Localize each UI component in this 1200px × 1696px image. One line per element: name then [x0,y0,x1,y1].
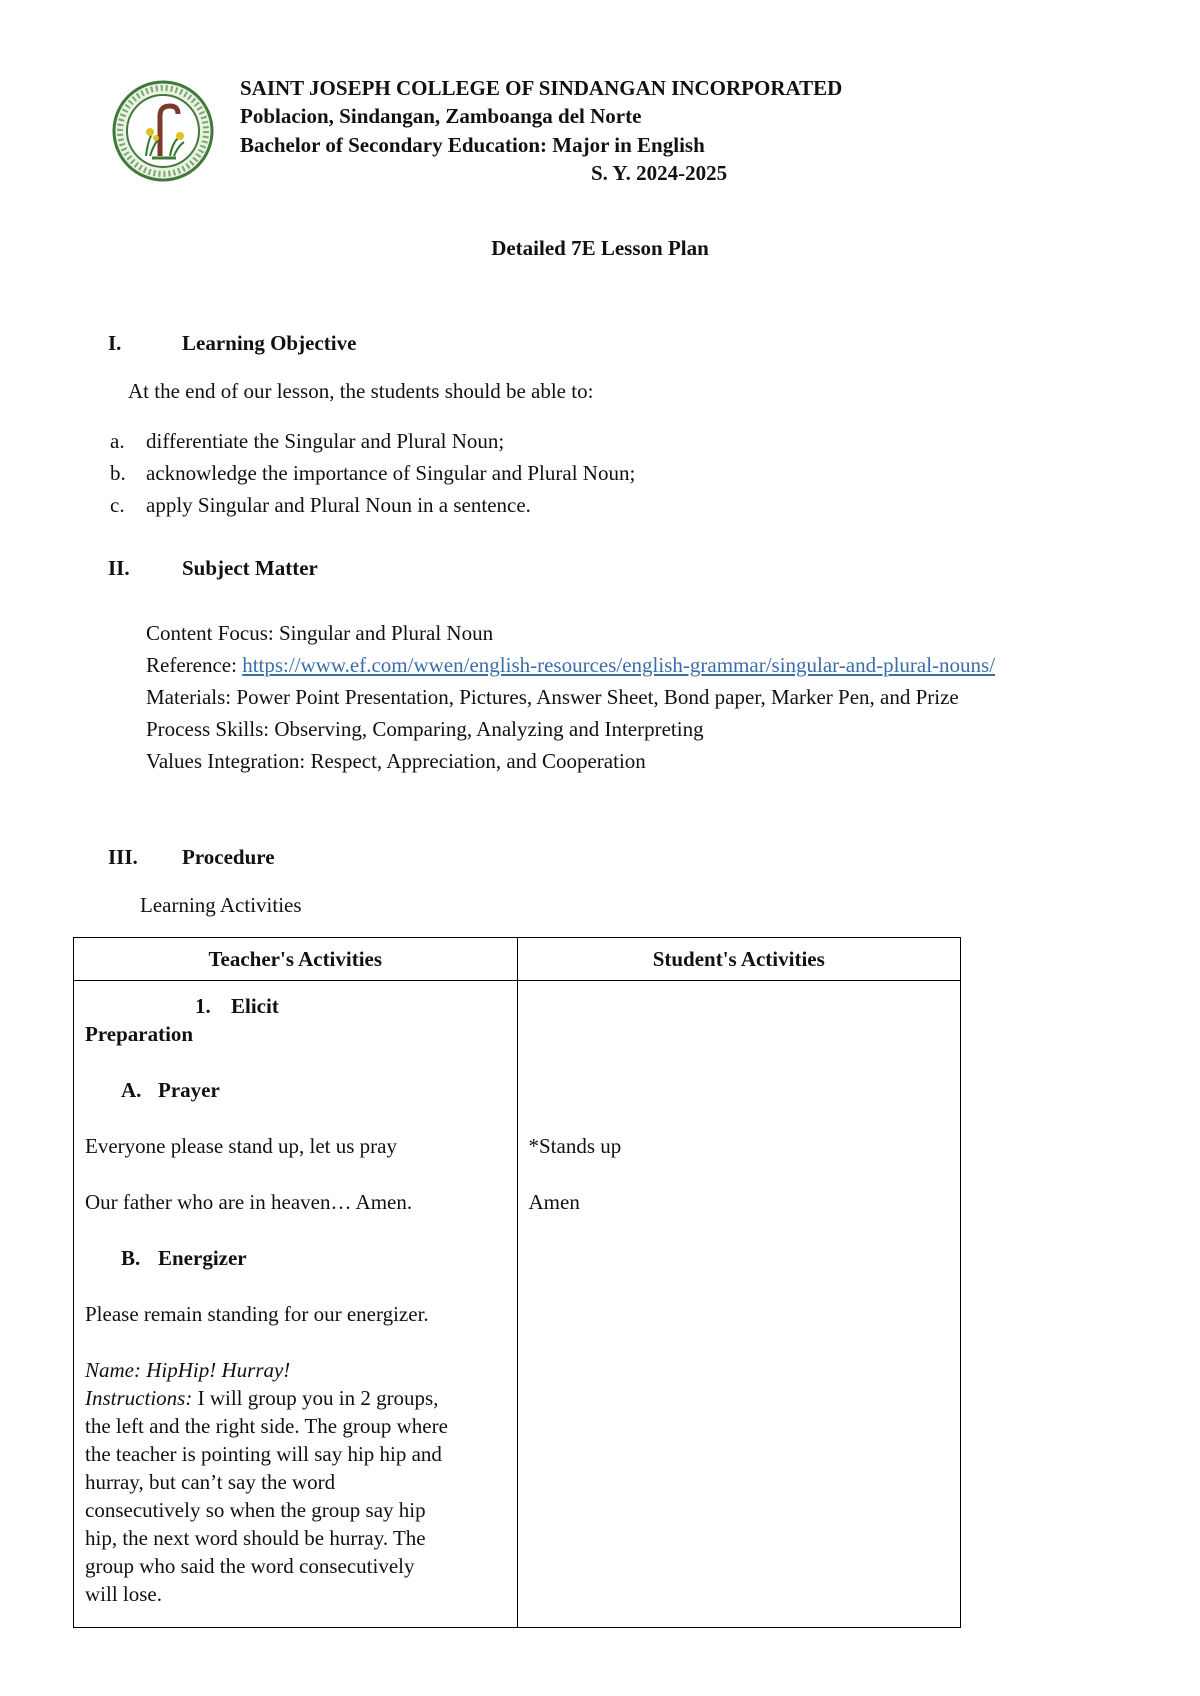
instructions-line: will lose. [85,1582,162,1606]
energizer-heading: Energizer [158,1246,247,1270]
learning-activities-label: Learning Activities [140,893,302,917]
student-response-amen: Amen [528,1190,580,1214]
process-skills: Process Skills: Observing, Comparing, Analyzing and Interpreting [146,717,704,741]
preparation-heading: Preparation [85,1022,194,1046]
student-column-header: Student's Activities [517,938,961,981]
materials: Materials: Power Point Presentation, Pictures, Answer Sheet, Bond paper, Marker Pen, and Prize [146,685,959,709]
instructions-line: the left and the right side. The group where [85,1414,448,1438]
instructions-line: hip, the next word should be hurray. The [85,1526,426,1550]
instructions-line: group who said the word consecutively [85,1554,415,1578]
objective-letter: c. [110,493,125,517]
instructions-line: I will group you in 2 groups, [192,1386,439,1410]
school-year: S. Y. 2024-2025 [591,161,728,185]
teacher-activities-cell [74,981,518,1628]
section-1-number: I. [108,331,122,355]
section-2-title: Subject Matter [182,556,318,580]
objective-item: acknowledge the importance of Singular and Plural Noun; [146,461,636,485]
teacher-column-header: Teacher's Activities [74,938,518,981]
reference-label: Reference: [146,653,243,677]
program-name: Bachelor of Secondary Education: Major in English [240,133,705,157]
step-number: 1. [195,994,211,1018]
reference-link[interactable]: https://www.ef.com/wwen/english-resources/english-grammar/singular-and-plural-nouns/ [242,653,996,677]
reference-line [146,649,995,681]
document-title: Detailed 7E Lesson Plan [491,236,709,260]
instructions-line: the teacher is pointing will say hip hip and [85,1442,442,1466]
objective-intro: At the end of our lesson, the students should be able to: [128,379,594,403]
energizer-instruction: Please remain standing for our energizer. [85,1302,429,1326]
instructions-label: Instructions: [85,1386,193,1410]
energizer-name: Name: HipHip! Hurray! [85,1358,291,1382]
objective-item: apply Singular and Plural Noun in a sentence. [146,493,531,517]
table-row [74,981,961,1628]
prayer-heading: Prayer [158,1078,220,1102]
instructions-line: consecutively so when the group say hip [85,1498,426,1522]
student-activities-cell [517,981,961,1628]
instructions-line: hurray, but can’t say the word [85,1470,336,1494]
prayer-instruction: Everyone please stand up, let us pray [85,1134,397,1158]
table-header-row [74,938,961,981]
student-response-stands-up: *Stands up [528,1134,622,1158]
section-2-number: II. [108,556,130,580]
values-integration: Values Integration: Respect, Appreciation, and Cooperation [146,749,646,773]
section-3-number: III. [108,845,138,869]
energizer-letter: B. [121,1246,141,1270]
school-logo [112,78,214,184]
section-1-title: Learning Objective [182,331,357,355]
prayer-letter: A. [121,1078,142,1102]
content-focus: Content Focus: Singular and Plural Noun [146,621,494,645]
objective-item: differentiate the Singular and Plural Noun; [146,429,505,453]
energizer-instructions [85,1384,438,1412]
section-3-title: Procedure [182,845,275,869]
prayer-text: Our father who are in heaven… Amen. [85,1190,413,1214]
school-address: Poblacion, Sindangan, Zamboanga del Norte [240,104,642,128]
school-seal-logo-icon [112,78,214,184]
learning-activities-table [73,937,961,1628]
objective-letter: a. [110,429,125,453]
school-name: SAINT JOSEPH COLLEGE OF SINDANGAN INCORPORATED [240,76,843,100]
objective-letter: b. [110,461,126,485]
step-name: Elicit [231,994,279,1018]
